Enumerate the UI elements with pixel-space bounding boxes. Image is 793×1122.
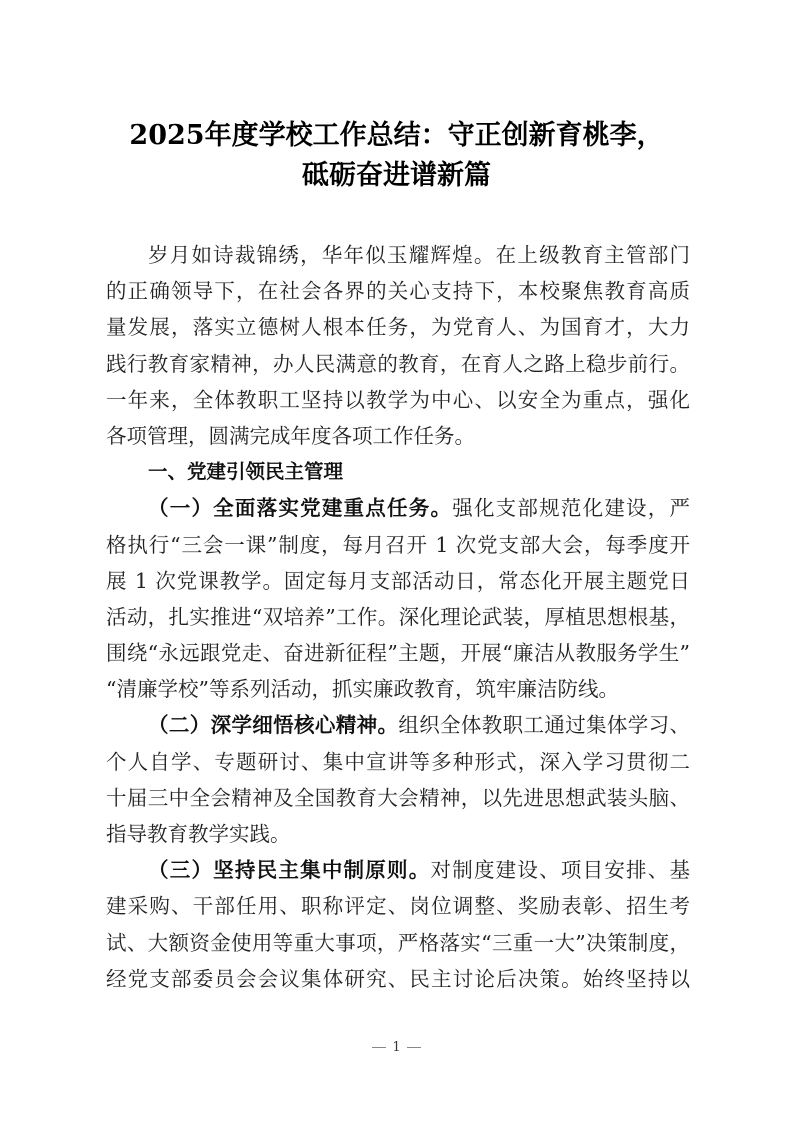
subsection-label: （三）坚持民主集中制原则。 <box>148 858 431 883</box>
text-line: 试、大额资金使用等重大事项，严格落实“三重一大”决策制度， <box>106 930 690 955</box>
page-footer <box>0 1040 793 1055</box>
subsection-paragraph <box>106 707 690 852</box>
text-line: 经党支部委员会会议集体研究、民主讨论后决策。始终坚持以 <box>106 966 690 991</box>
document-body <box>106 237 690 997</box>
text-line: 践行教育家精神，办人民满意的教育，在育人之路上稳步前行。 <box>106 351 690 376</box>
text-line <box>106 707 690 743</box>
subsection-label: （二）深学细悟核心精神。 <box>148 713 399 738</box>
text-line: 指导教育教学实践。 <box>106 822 291 846</box>
text-run: 对制度建设、项目安排、基 <box>430 858 691 883</box>
subsection-paragraph <box>106 490 690 707</box>
text-line <box>106 490 690 526</box>
title-line-2: 砥砺奋进谱新篇 <box>302 160 491 191</box>
subsection-paragraph <box>106 852 690 997</box>
text-line: 建采购、干部任用、职称评定、岗位调整、奖励表彰、招生考 <box>106 894 690 919</box>
text-line: 的正确领导下，在社会各界的关心支持下，本校聚焦教育高质 <box>106 279 690 304</box>
text-line <box>106 852 690 888</box>
document-title <box>100 116 693 196</box>
intro-paragraph <box>106 237 690 454</box>
text-run: 组织全体教职工通过集体学习、 <box>398 713 691 738</box>
footer-dash-right <box>407 1047 421 1048</box>
section-heading: 一、党建引领民主管理 <box>148 460 344 484</box>
text-line: 十届三中全会精神及全国教育大会精神，以先进思想武装头脑、 <box>106 785 690 810</box>
text-run: 强化支部规范化建设，严 <box>452 496 691 521</box>
page-number: 1 <box>392 1040 401 1055</box>
text-line: 活动，扎实推进“双培养”工作。深化理论武装，厚植思想根基， <box>106 604 690 629</box>
footer-dash-left <box>372 1047 386 1048</box>
text-line: 各项管理，圆满完成年度各项工作任务。 <box>106 423 475 448</box>
text-line: 岁月如诗裁锦绣，华年似玉耀辉煌。在上级教育主管部门 <box>148 243 690 267</box>
text-line: 格执行“三会一课”制度，每月召开 1 次党支部大会，每季度开 <box>106 532 690 557</box>
text-line: 围绕“永远跟党走、奋进新征程”主题，开展“廉洁从教服务学生” <box>106 641 690 666</box>
text-line: 量发展，落实立德树人根本任务，为党育人、为国育才，大力 <box>106 315 690 340</box>
text-line: 个人自学、专题研讨、集中宣讲等多种形式，深入学习贯彻二 <box>106 749 690 774</box>
text-line: 展 1 次党课教学。固定每月支部活动日，常态化开展主题党日 <box>106 568 690 593</box>
text-line: 一年来，全体教职工坚持以教学为中心、以安全为重点，强化 <box>106 387 690 412</box>
subsection-label: （一）全面落实党建重点任务。 <box>148 496 453 521</box>
title-line-1: 2025年度学校工作总结：守正创新育桃李， <box>129 120 664 151</box>
text-line: “清廉学校”等系列活动，抓实廉政教育，筑牢廉洁防线。 <box>106 677 619 702</box>
